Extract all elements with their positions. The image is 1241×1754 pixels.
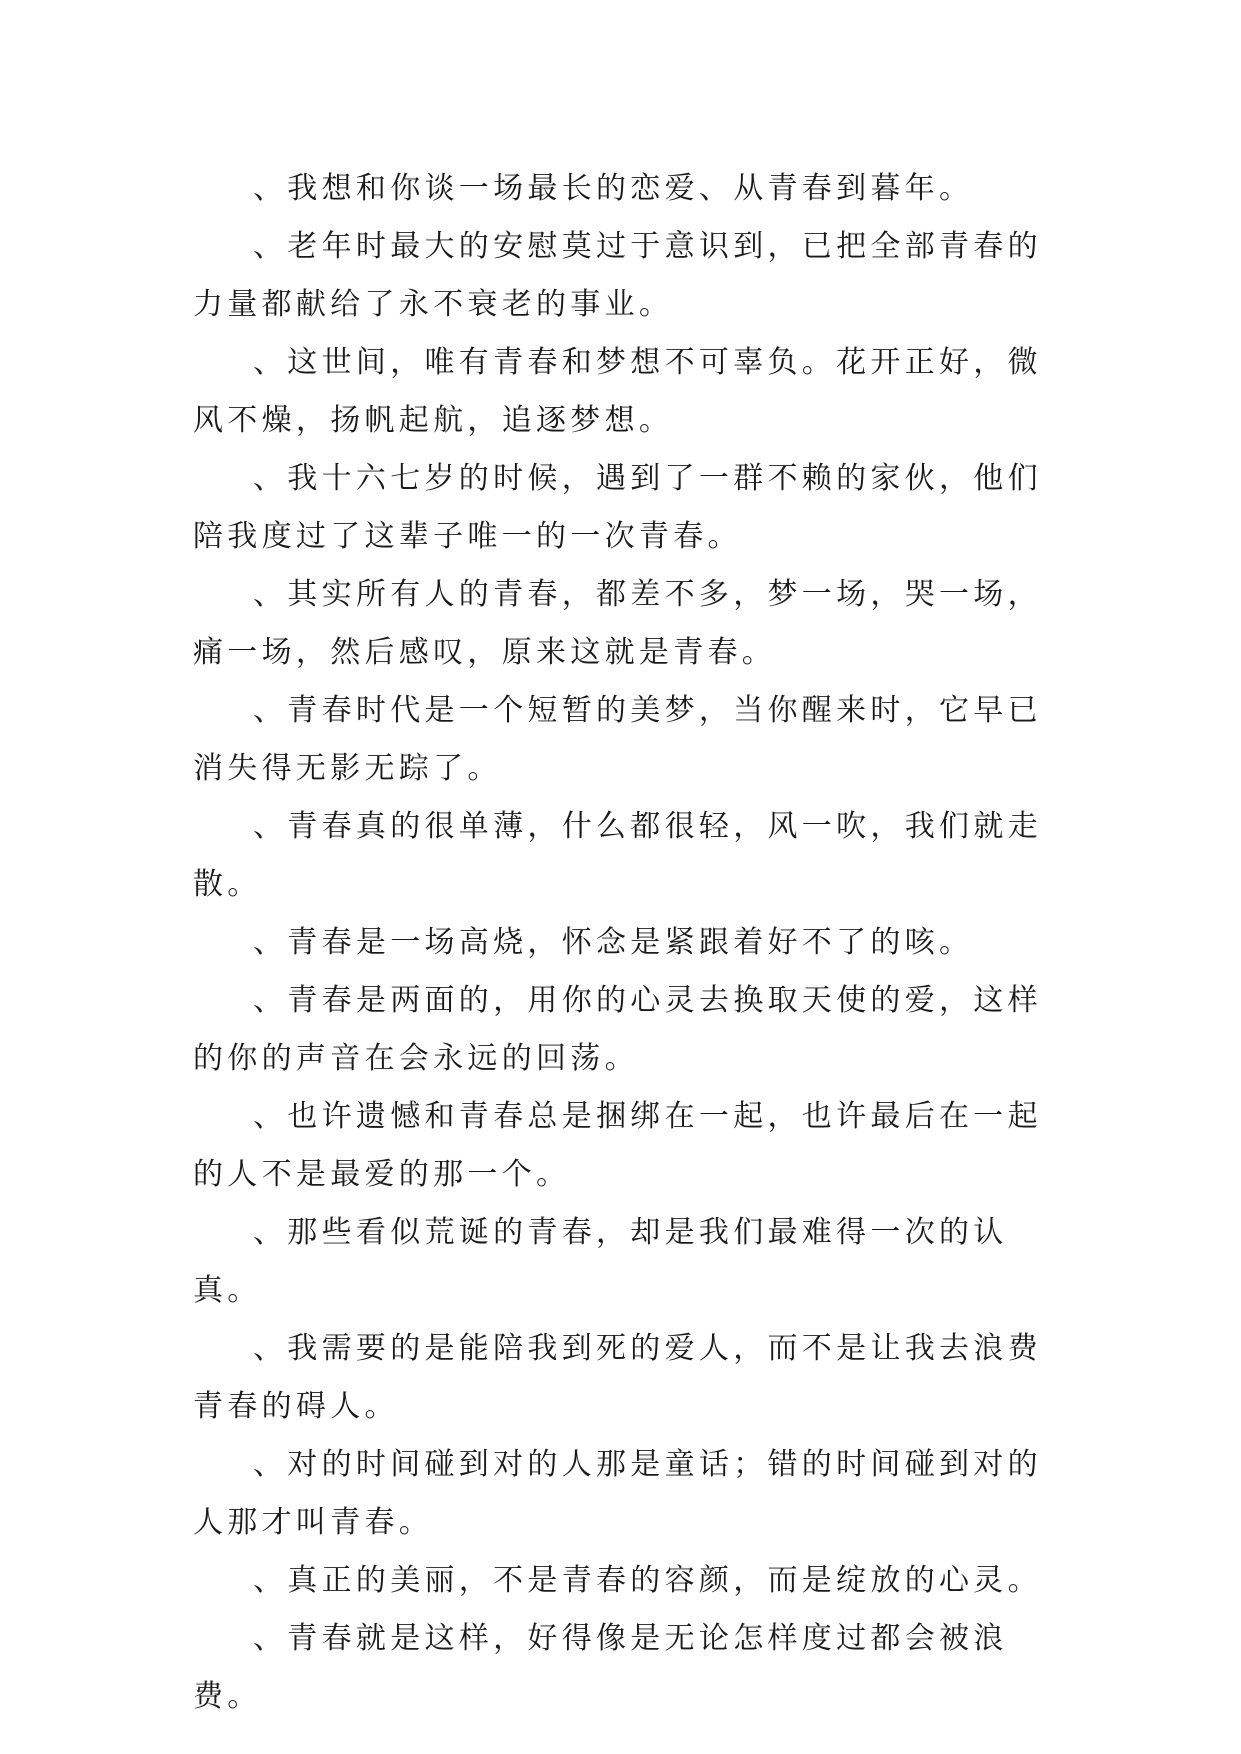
paragraph: 、其实所有人的青春，都差不多，梦一场，哭一场，痛一场，然后感叹，原来这就是青春。 (193, 577, 1042, 670)
paragraph: 、我需要的是能陪我到死的爱人，而不是让我去浪费青春的碍人。 (193, 1331, 1042, 1424)
paragraph: 、我十六七岁的时候，遇到了一群不赖的家伙，他们陪我度过了这辈子唯一的一次青春。 (193, 461, 1042, 554)
document-body (193, 160, 1073, 1726)
paragraph: 、青春是两面的，用你的心灵去换取天使的爱，这样的你的声音在会永远的回荡。 (193, 983, 1042, 1076)
paragraph: 、青春时代是一个短暂的美梦，当你醒来时，它早已消失得无影无踪了。 (193, 693, 1042, 786)
paragraph: 、真正的美丽，不是青春的容颜，而是绽放的心灵。 (253, 1563, 1042, 1598)
paragraph: 、青春就是这样，好得像是无论怎样度过都会被浪费。 (193, 1621, 1008, 1714)
paragraph: 、青春是一场高烧，怀念是紧跟着好不了的咳。 (253, 925, 974, 960)
paragraph: 、对的时间碰到对的人那是童话；错的时间碰到对的人那才叫青春。 (193, 1447, 1042, 1540)
paragraph: 、这世间，唯有青春和梦想不可辜负。花开正好，微风不燥，扬帆起航，追逐梦想。 (193, 345, 1042, 438)
paragraph: 、那些看似荒诞的青春，却是我们最难得一次的认真。 (193, 1215, 1008, 1308)
paragraph: 、也许遗憾和青春总是捆绑在一起，也许最后在一起的人不是最爱的那一个。 (193, 1099, 1042, 1192)
paragraph: 、我想和你谈一场最长的恋爱、从青春到暮年。 (253, 171, 974, 206)
paragraph: 、老年时最大的安慰莫过于意识到，已把全部青春的力量都献给了永不衰老的事业。 (193, 229, 1042, 322)
paragraph: 、青春真的很单薄，什么都很轻，风一吹，我们就走散。 (193, 809, 1042, 902)
